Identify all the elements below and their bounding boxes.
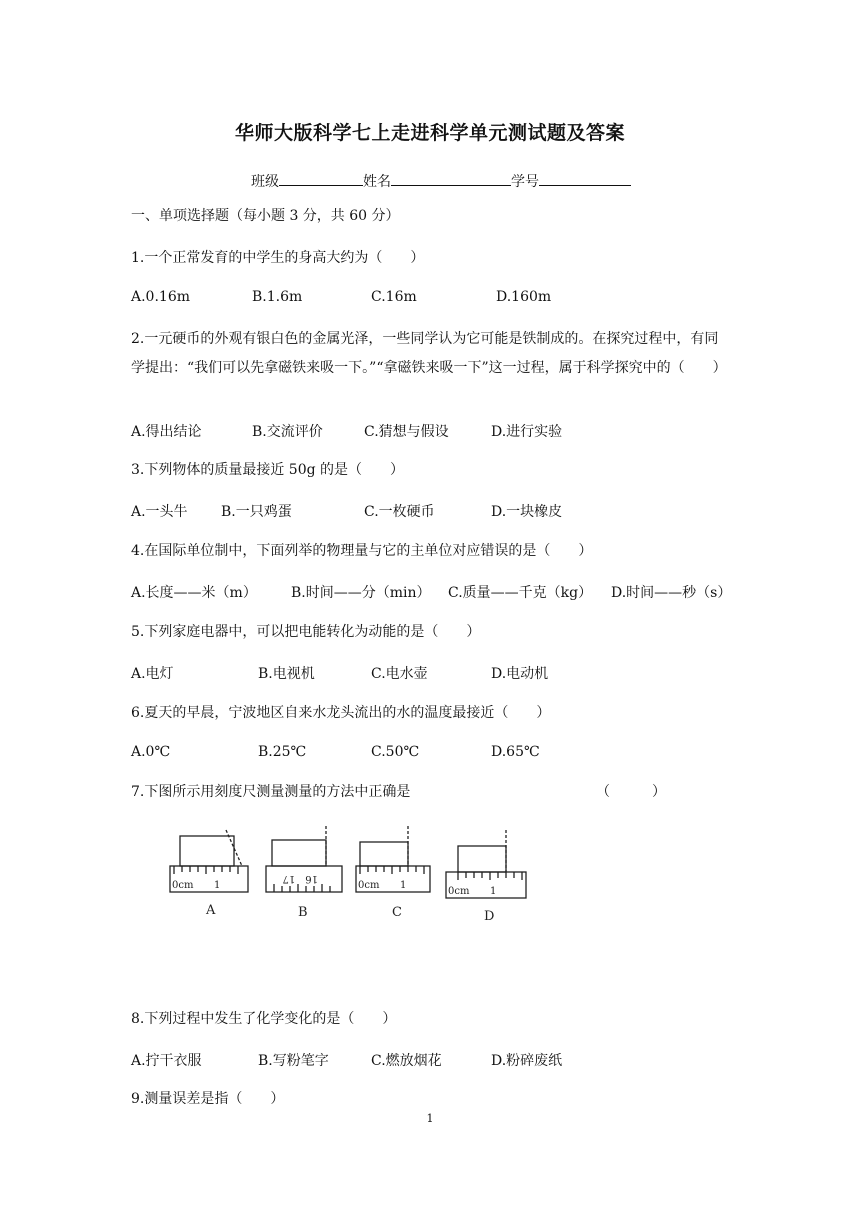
option-c[interactable]: C.燃放烟花 (371, 1053, 442, 1069)
option-b[interactable]: B.25℃ (258, 744, 307, 760)
ruler-figure (160, 826, 540, 926)
ruler-d-one: 1 (490, 886, 497, 897)
options-row (131, 744, 751, 764)
figure-label-a: A (206, 903, 216, 918)
figure-label-d: D (484, 909, 495, 924)
options-row (131, 663, 751, 683)
option-c[interactable]: C.猜想与假设 (364, 424, 449, 440)
option-c[interactable]: C.一枚硬币 (364, 504, 435, 520)
option-a[interactable]: A.拧干衣服 (131, 1053, 202, 1069)
option-b[interactable]: B.1.6m (252, 289, 303, 305)
options-row (131, 582, 751, 602)
option-c[interactable]: C.电水壶 (371, 666, 428, 682)
option-b[interactable]: B.写粉笔字 (258, 1053, 329, 1069)
question-stem: 9.测量误差是指（ ） (131, 1091, 285, 1107)
option-a[interactable]: A.得出结论 (131, 424, 202, 440)
name-blank[interactable] (391, 170, 511, 186)
options-row (131, 501, 751, 521)
option-d[interactable]: D.160m (496, 289, 552, 305)
student-info-line (251, 170, 631, 192)
page-number: 1 (426, 1112, 434, 1125)
class-blank[interactable] (279, 170, 363, 186)
question-stem: 4.在国际单位制中，下面列举的物理量与它的主单位对应错误的是（ ） (131, 543, 593, 559)
class-label: 班级 (251, 174, 279, 190)
page-title: 华师大版科学七上走进科学单元测试题及答案 (234, 122, 625, 144)
question-stem: 8.下列过程中发生了化学变化的是（ ） (131, 1011, 397, 1027)
option-b[interactable]: B.电视机 (258, 666, 315, 682)
option-c[interactable]: C.16m (371, 289, 417, 305)
option-d[interactable]: D.粉碎废纸 (491, 1053, 563, 1069)
option-c[interactable]: C.50℃ (371, 744, 420, 760)
option-c[interactable]: C.质量——千克（kg） (448, 585, 593, 601)
ruler-b-numbers: 16 17 (282, 873, 318, 884)
figure-label-c: C (392, 905, 402, 920)
option-b[interactable]: B.时间——分（min） (291, 585, 431, 601)
option-a[interactable]: A.一头牛 (131, 504, 188, 520)
option-a[interactable]: A.电灯 (131, 666, 174, 682)
question-stem: 5.下列家庭电器中，可以把电能转化为动能的是（ ） (131, 624, 481, 640)
question-stem: 6.夏天的早晨，宁波地区自来水龙头流出的水的温度最接近（ ） (131, 705, 551, 721)
name-label: 姓名 (363, 174, 391, 190)
ruler-a-zero: 0cm (172, 880, 194, 891)
option-d[interactable]: D.一块橡皮 (491, 504, 563, 520)
ruler-d-zero: 0cm (448, 886, 470, 897)
options-row (131, 421, 751, 441)
options-row (131, 289, 751, 309)
student-id-blank[interactable] (539, 170, 631, 186)
question-stem: 3.下列物体的质量最接近 50g 的是（ ） (131, 462, 405, 478)
option-a[interactable]: A.0℃ (131, 744, 171, 760)
option-a[interactable]: A.0.16m (131, 289, 191, 305)
ruler-a-one: 1 (214, 880, 221, 891)
options-row (131, 1050, 751, 1070)
option-d[interactable]: D.时间——秒（s） (611, 585, 732, 601)
option-a[interactable]: A.长度——米（m） (131, 585, 257, 601)
student-id-label: 学号 (511, 174, 539, 190)
ruler-c-one: 1 (400, 880, 407, 891)
section-heading: 一、单项选择题（每小题 3 分，共 60 分） (131, 208, 400, 224)
option-d[interactable]: D.65℃ (491, 744, 540, 760)
option-b[interactable]: B.交流评价 (252, 424, 323, 440)
question-stem: 2.一元硬币的外观有银白色的金属光泽，一些同学认为它可能是铁制成的。在探究过程中，有同学提出：“我们可以先拿磁铁来吸一下。”“拿磁铁来吸一下”这一过程，属于科学探究中的（ ） (131, 331, 727, 376)
ruler-c-zero: 0cm (358, 880, 380, 891)
option-b[interactable]: B.一只鸡蛋 (221, 504, 292, 520)
option-d[interactable]: D.电动机 (491, 666, 549, 682)
option-d[interactable]: D.进行实验 (491, 424, 563, 440)
question-stem: 7.下图所示用刻度尺测量测量的方法中正确是 (131, 784, 411, 800)
figure-label-b: B (298, 905, 308, 920)
answer-blank[interactable]: （ ） (596, 784, 666, 800)
question-stem: 1.一个正常发育的中学生的身高大约为（ ） (131, 250, 425, 266)
